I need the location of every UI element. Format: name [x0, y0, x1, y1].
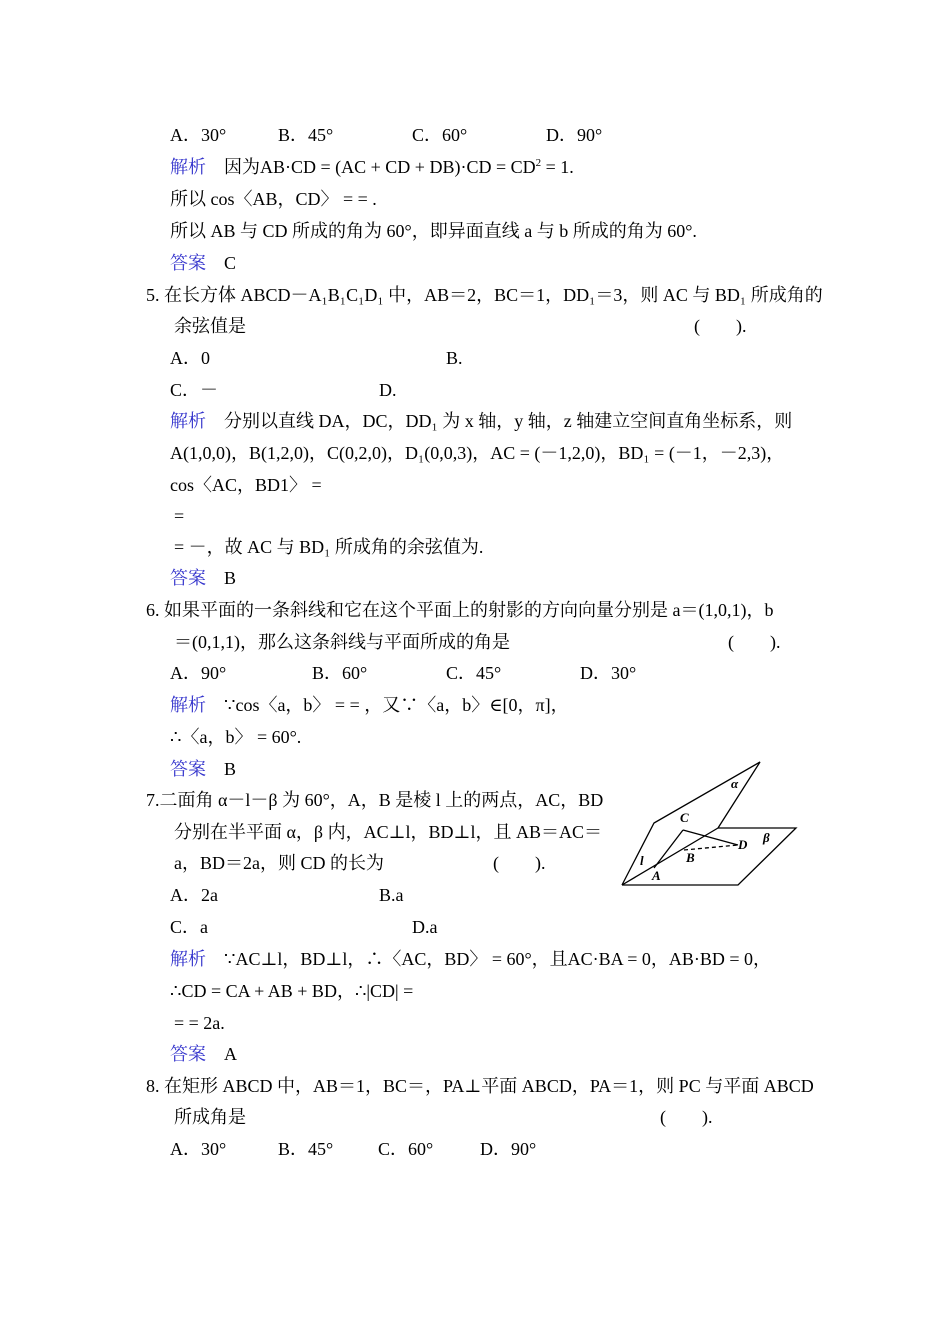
label-a: A [652, 868, 661, 883]
q4-analysis-text-1: 因为AB·CD = (AC + CD + DB)·CD = CD [224, 157, 536, 177]
q6-answer: B [224, 759, 237, 779]
q4-answer-line [170, 252, 236, 274]
q6-answer-label: 答案 [170, 759, 206, 779]
q8-option-a: A．30° [170, 1139, 227, 1159]
q7-answer-label: 答案 [170, 1044, 206, 1064]
label-beta: β [763, 830, 770, 845]
q7-stem-line-3: a，BD＝2a，则 CD 的长为 [174, 853, 384, 873]
q5-analysis-line-1 [170, 410, 792, 432]
q5-option-d: D. [379, 380, 397, 400]
label-c: C [680, 810, 689, 825]
label-d: D [738, 837, 748, 852]
q5-analysis-line-3: cos〈AC，BD1〉 = [170, 475, 322, 495]
q8-stem-line-1: 8. 在矩形 ABCD 中，AB＝1，BC＝，PA⊥平面 ABCD，PA＝1，则 PC 与平面 ABCD [146, 1076, 814, 1096]
q5-answer-line [170, 567, 236, 589]
q5-option-a: A．0 [170, 348, 210, 368]
q6-stem-line-2: ＝(0,1,1)，那么这条斜线与平面所成的角是 [174, 632, 510, 652]
q5-answer-label: 答案 [170, 568, 206, 588]
segment-ac [654, 830, 683, 868]
q6-answer-paren: ( ). [728, 632, 781, 652]
q6-option-a: A．90° [170, 663, 227, 683]
q7-stem-line-2: 分别在半平面 α，β 内，AC⊥l，BD⊥l，且 AB＝AC＝ [174, 822, 602, 842]
q8-answer-paren: ( ). [660, 1107, 713, 1127]
q6-analysis-line-2: ∴〈a，b〉 = 60°. [170, 727, 302, 747]
q4-analysis-sup: 2 [535, 157, 542, 169]
q5-stem-line-1: 5. 在长方体 ABCD－A₁B₁C₁D₁ 中，AB＝2，BC＝1，DD₁＝3，则 AC 与 BD₁ 所成角的 [146, 285, 823, 305]
q4-option-a: A．30° [170, 125, 227, 145]
label-l: l [640, 853, 644, 868]
q7-option-a: A．2a [170, 885, 218, 905]
q4-answer-label: 答案 [170, 253, 206, 273]
q6-option-c: C．45° [446, 663, 502, 683]
q4-analysis-end: = 1. [541, 157, 574, 177]
q4-option-b: B．45° [278, 125, 334, 145]
q6-stem-line-1: 6. 如果平面的一条斜线和它在这个平面上的射影的方向向量分别是 a＝(1,0,1)，b [146, 600, 774, 620]
q7-option-c: C．a [170, 917, 208, 937]
q6-option-d: D．30° [580, 663, 637, 683]
q4-analysis-line-3: 所以 AB 与 CD 所成的角为 60°，即异面直线 a 与 b 所成的角为 60°. [170, 221, 697, 241]
q6-analysis-line-1 [170, 694, 569, 716]
q5-stem-line-2: 余弦值是 [174, 316, 246, 336]
label-b: B [686, 850, 695, 865]
q7-analysis-line-3: = = 2a. [174, 1013, 225, 1033]
q7-answer: A [224, 1044, 237, 1064]
q7-answer-paren: ( ). [493, 853, 546, 873]
q4-analysis-label: 解析 [170, 157, 206, 177]
q6-analysis-label: 解析 [170, 695, 206, 715]
q4-analysis-line-2: 所以 cos〈AB，CD〉 = = . [170, 189, 377, 209]
label-alpha: α [731, 776, 739, 791]
q6-answer-line [170, 758, 236, 780]
dihedral-angle-figure [618, 760, 803, 890]
q6-option-b: B．60° [312, 663, 368, 683]
q5-analysis-line-5: = －，故 AC 与 BD₁ 所成角的余弦值为. [174, 537, 484, 557]
q5-analysis-line-4: = [174, 506, 185, 526]
q7-option-d: D.a [412, 917, 438, 937]
q8-option-b: B．45° [278, 1139, 334, 1159]
q7-analysis-line-1 [170, 948, 771, 970]
q8-option-d: D．90° [480, 1139, 537, 1159]
q5-answer-paren: ( ). [694, 316, 747, 336]
q5-option-c: C．－ [170, 380, 219, 400]
q5-analysis-line-2: A(1,0,0)，B(1,2,0)，C(0,2,0)，D₁(0,0,3)，AC = (－1,2,0)，BD₁ = (－1，－2,3)， [170, 443, 785, 463]
q4-analysis-line-1 [170, 156, 574, 178]
q5-analysis-label: 解析 [170, 411, 206, 431]
q7-analysis-label: 解析 [170, 949, 206, 969]
q5-option-b: B. [446, 348, 463, 368]
q4-option-d: D．90° [546, 125, 603, 145]
q5-answer: B [224, 568, 237, 588]
q7-analysis-line-2: ∴CD = CA + AB + BD，∴|CD| = [170, 981, 414, 1001]
q8-stem-line-2: 所成角是 [174, 1107, 246, 1127]
q7-stem-line-1: 7.二面角 α－l－β 为 60°，A，B 是棱 l 上的两点，AC，BD [146, 790, 604, 810]
q4-option-c: C．60° [412, 125, 468, 145]
q8-option-c: C．60° [378, 1139, 434, 1159]
q7-analysis-text-1: ∵AC⊥l，BD⊥l，∴〈AC，BD〉 = 60°，且AC·BA = 0，AB·BD = 0， [224, 949, 771, 969]
q6-analysis-text-1: ∵cos〈a，b〉 = = ，又∵〈a，b〉∈[0，π]， [224, 695, 569, 715]
q5-analysis-text-1: 分别以直线 DA，DC，DD₁ 为 x 轴，y 轴，z 轴建立空间直角坐标系，则 [224, 411, 793, 431]
q4-answer: C [224, 253, 237, 273]
q7-answer-line [170, 1043, 237, 1065]
q7-option-b: B.a [379, 885, 404, 905]
